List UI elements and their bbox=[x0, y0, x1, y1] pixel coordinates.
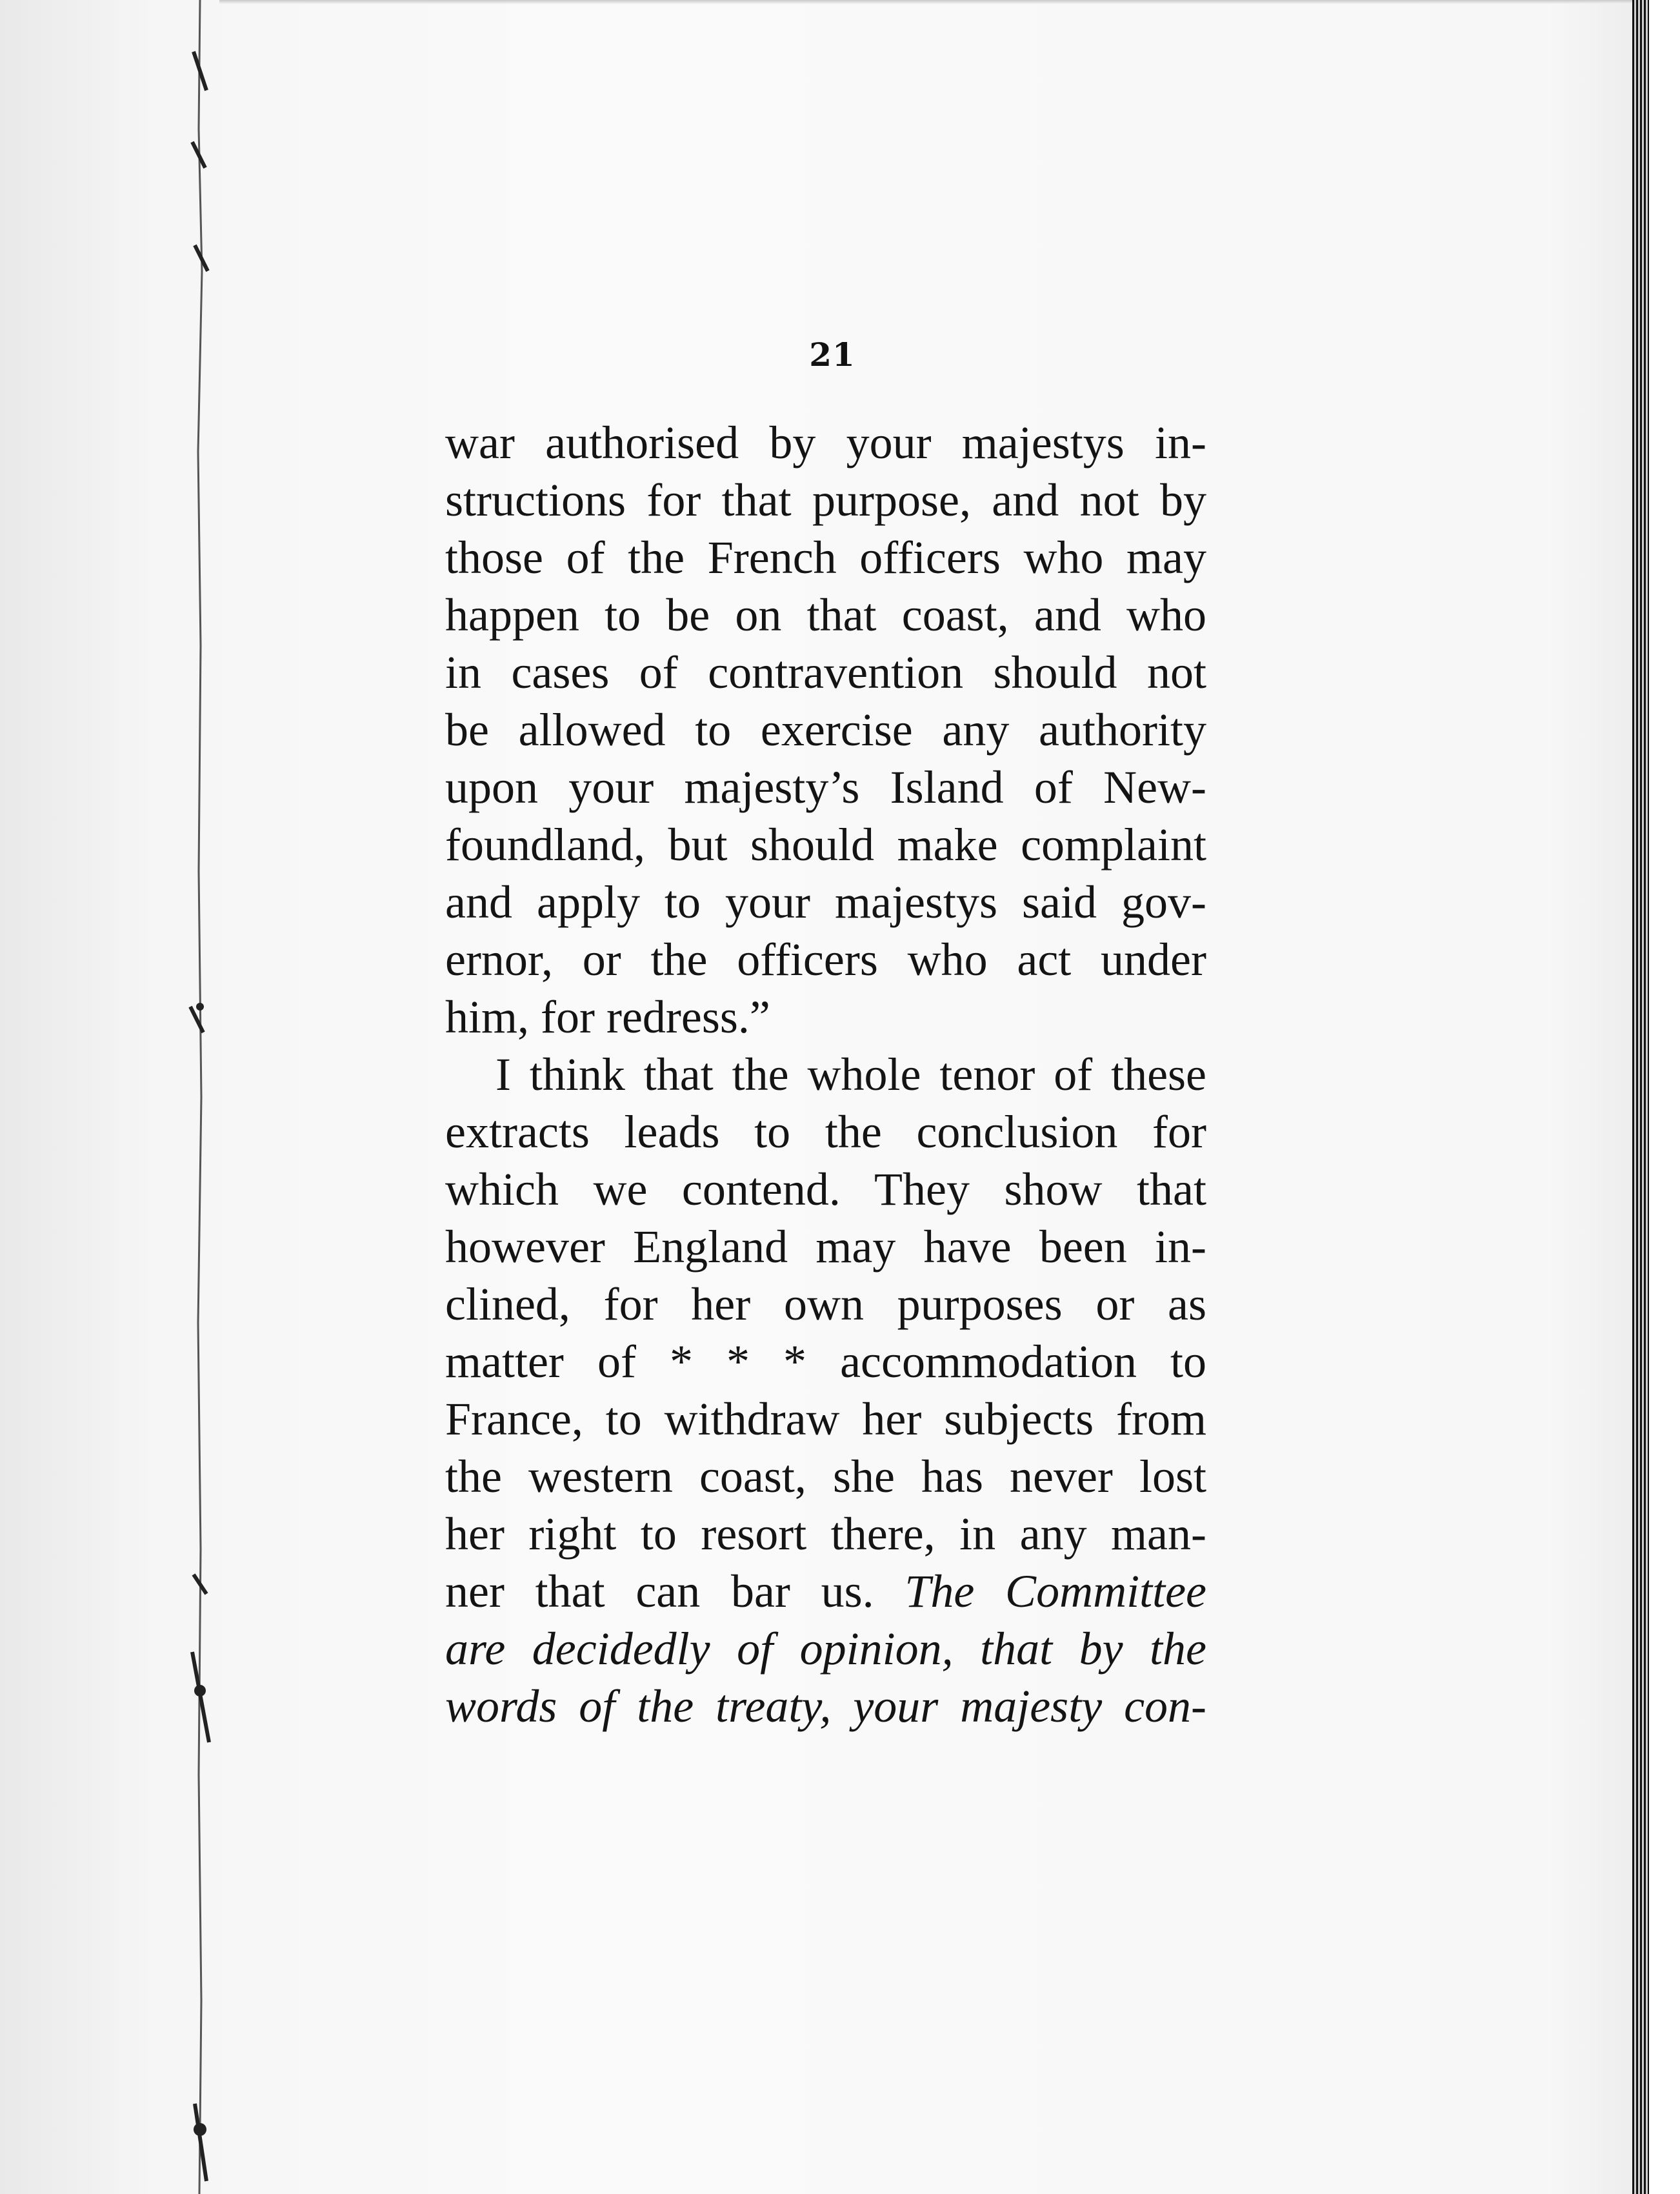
text-line: those of the French officers who may bbox=[445, 532, 1206, 583]
text-line: ernor, or the officers who act under bbox=[445, 934, 1206, 985]
italic-text-line: are decidedly of opinion, that by the bbox=[445, 1623, 1206, 1675]
text-line: matter of * * * accommodation to bbox=[445, 1336, 1206, 1387]
text-line: structions for that purpose, and not by bbox=[445, 474, 1206, 526]
text-line: and apply to your majestys said gov- bbox=[445, 876, 1206, 928]
text-line: war authorised by your majestys in- bbox=[445, 417, 1206, 468]
text-line: upon your majesty’s Island of New- bbox=[445, 761, 1206, 813]
page-stack-lines bbox=[1632, 0, 1649, 2194]
paragraph-first-line: I think that the whole tenor of these bbox=[495, 1049, 1206, 1100]
text-line: France, to withdraw her subjects from bbox=[445, 1393, 1206, 1445]
text-line: clined, for her own purposes or as bbox=[445, 1278, 1206, 1330]
binding-spine bbox=[181, 0, 219, 2194]
text-line: happen to be on that coast, and who bbox=[445, 589, 1206, 641]
text-line: foundland, but should make complaint bbox=[445, 819, 1206, 871]
italic-text-line: words of the treaty, your majesty con- bbox=[445, 1680, 1206, 1732]
text-line: him, for redress.” bbox=[445, 991, 770, 1043]
text-line: however England may have been in- bbox=[445, 1221, 1206, 1273]
text-line: her right to resort there, in any man- bbox=[445, 1508, 1206, 1560]
mixed-style-line bbox=[445, 1563, 1206, 1620]
text-segment: ner that can bar us. bbox=[445, 1565, 874, 1617]
text-line: the western coast, she has never lost bbox=[445, 1451, 1206, 1502]
text-line: be allowed to exercise any authority bbox=[445, 704, 1206, 756]
page-stack-edge bbox=[1632, 0, 1680, 2194]
body-text bbox=[445, 414, 1206, 1735]
italic-text-segment: The Committee bbox=[905, 1565, 1206, 1617]
text-line: extracts leads to the conclusion for bbox=[445, 1106, 1206, 1158]
text-line: in cases of contravention should not bbox=[445, 647, 1206, 698]
page-number: 21 bbox=[809, 336, 855, 374]
page-top-edge bbox=[219, 0, 1639, 4]
text-line: which we contend. They show that bbox=[445, 1163, 1206, 1215]
